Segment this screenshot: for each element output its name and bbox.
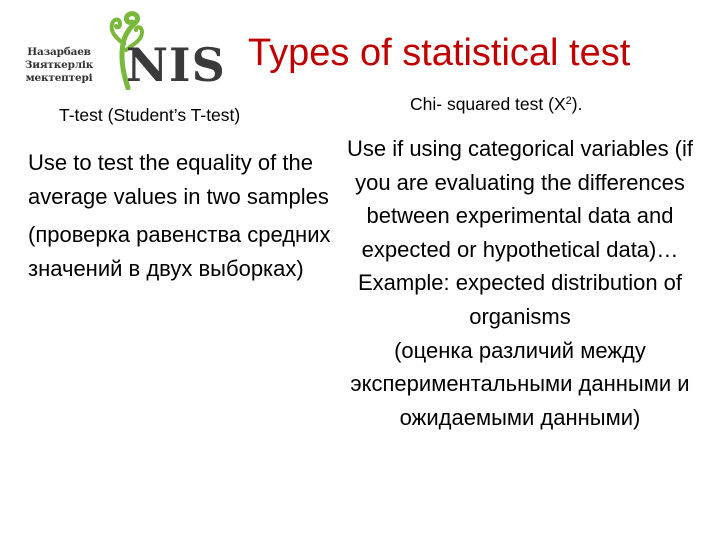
- logo-school-name: [14, 46, 104, 85]
- ttest-heading: T-test (Student’s T-test): [59, 105, 241, 125]
- logo-line-1: Назарбаев: [27, 46, 91, 58]
- chi-squared-description-english: Use if using categorical variables (if you are evaluating the differences between experimental data and expected or hypothetical data)… Example: expected distribution of organisms: [346, 136, 694, 329]
- ttest-description-english: Use to test the equality of the average values in two samples: [28, 150, 329, 209]
- logo-line-3: мектептері: [25, 72, 93, 84]
- chi-squared-heading-superscript: 2: [565, 95, 572, 107]
- chi-squared-heading-main: Chi- squared test (X: [410, 94, 566, 114]
- slide-title: Types of statistical test: [248, 32, 631, 74]
- chi-squared-heading-end: ).: [571, 94, 583, 114]
- chi-squared-description-russian: (оценка различий между экспериментальными данными и ожидаемыми данными): [350, 337, 690, 430]
- chi-squared-heading: [410, 92, 582, 116]
- ttest-description: [28, 146, 338, 286]
- ttest-description-russian: (проверка равенства средних значений в двух выборках): [28, 222, 331, 281]
- logo-line-2: Зияткерлік: [24, 59, 94, 71]
- logo-wordmark: NIS: [126, 38, 226, 92]
- chi-squared-description: [340, 132, 700, 434]
- nis-logo: [14, 10, 226, 92]
